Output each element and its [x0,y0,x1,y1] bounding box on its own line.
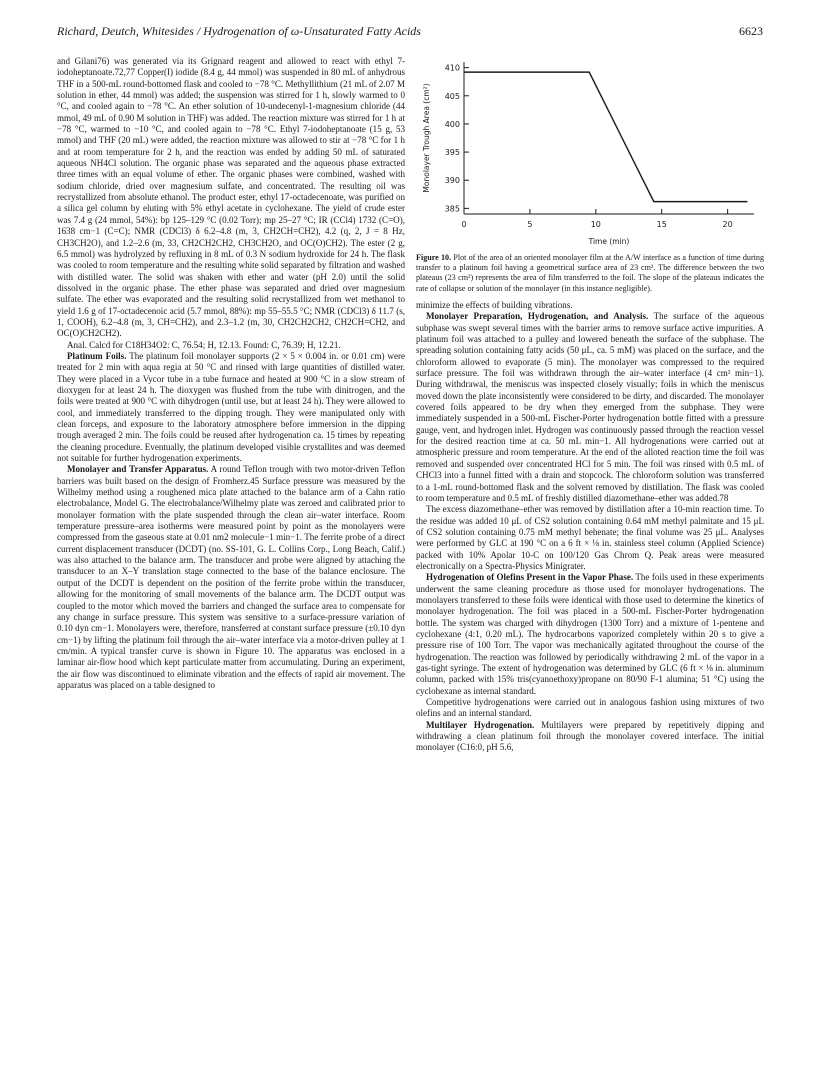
y-tick-label: 390 [444,176,460,186]
synthesis-paragraph: and Gilani76) was generated via its Grignard reagent and allowed to react with ethyl 7-iodoheptanoate.72,77 Copper(I) iodide (8.4 g, 44 mmol) was suspended in 80 mL of anhydrous THF in a 500-mL round-bottomed flask and cooled to −78 °C. Methyllithium (21 mL of 2.07 M solution in ether, 44 mmol) was added; the suspension was stirred for 1 h, slowly warmed to 0 °C, and cooled again to −78 °C. An ether solution of 10-undecenyl-1-magnesium chloride (44 mmol, 49 mL of 0.90 M solution in THF) was added. The reaction mixture was stirred for 1 h at −78 °C, warmed to −10 °C, and cooled again to −78 °C. Ethyl 7-iodoheptanoate (15 g, 53 mmol) and THF (20 mL) were added, the reaction mixture was allowed to stir at −78 °C for 1 h and at room temperature for 2 h, and the reaction was ended by adding 50 mL of saturated aqueous NH4Cl solution. The organic phase was separated and the aqueous phase extracted three times with an equal volume of ether. The organic phases were combined, washed with sodium chloride, dried over magnesium sulfate, and concentrated. The resulting oil was recrystallized from absolute ethanol. The product ester, ethyl 17-octadecenoate, was purified on a silica gel column by eluting with 5% ethyl acetate in cyclohexane. The yield of crude ester was 7.4 g (24 mmol, 54%): bp 125–129 °C (0.02 Torr); mp 25–27 °C; IR (CCl4) 1732 (C=O), 1638 cm−1 (C=C); NMR (CDCl3) δ 6.2–4.8 (m, 3, CH2CH=CH2), 4.2 (q, 2, J = 8 Hz, CH3CH2O), and 1.2–2.6 (m, 33, CH2CH2CH2, CH3CH2O, and OC(O)CH2). The ester (2 g, 6.5 mmol) was hydrolyzed by refluxing in 8 mL of 0.3 N sodium hydroxide for 24 h. The flask was cooled to room temperature and the resulting white solid separated by filtration and washed with distilled water. The solid was shaken with ether and water (pH 2.0) until the solid dissolved in the organic phase. The ether phase was separated and dried over magnesium sulfate. The ether was evaporated and the resulting solid recrystallized from wet methanol to yield 1.6 g of 17-octadecenoic acid (5.7 mmol, 88%): mp 55–55.5 °C; NMR (CDCl3) δ 11.7 (s, 1, COOH), 6.2–4.8 (m, 3, CH=CH2), and 2.3–1.2 (m, 30, CH2CH2CH2, CH2CH=CH2, and OC(O)CH2CH2). [57,56,405,339]
figure-caption-label: Figure 10. [416,253,452,262]
left-column [57,56,405,1056]
platinum-foils-text: The platinum foil monolayer supports (2 × 5 × 0.004 in. or 0.01 cm) were treated for 2 min with aqua regia at 50 °C and rinsed with large quantities of distilled water. They were placed in a Vycor tube in a tube furnace and heated at 900 °C in a slow stream of dioxygen for at least 24 h. The dioxygen was flushed from the tube with dinitrogen, and the foils were treated at 900 °C with dihydrogen (until use, but at least 24 h). They were allowed to cool, and immediately transferred to the dipping trough. They were manipulated only with clean forceps, and exposure to the laboratory atmosphere before immersion in the dipping trough averaged 2 min. The foils could be reused after hydrogenation ca. 15 times by repeating the cleaning procedure. Eventually, the platinum developed visible crystallites and was deemed not suitable for further hydrogenation experiments. [57,350,405,464]
apparatus-heading: Monolayer and Transfer Apparatus. [67,464,209,475]
platinum-foils-paragraph [57,351,405,464]
excess-diazomethane-paragraph: The excess diazomethane–ether was removed by distillation after a 10-min reaction time. To the residue was added 10 μL of CS2 solution containing 0.64 mM methyl palmitate and 15 μL of CS2 solution containing 0.75 mM methyl behenate; the final volume was 25 μL. Analyses were performed by GLC at 190 °C on a 6 ft × ⅛ in. stainless steel column (Applied Science) packed with 10% Apolar 10-C on 100/120 Gas Chrom Q. Peak areas were measured electronically on a Spectra-Physics Minigrater. [416,504,764,571]
preparation-text: The surface of the aqueous subphase was swept several times with the barrier arms to remove surface active impurities. A platinum foil was attached to a pulley and lowered beneath the surface of the subphase. The spreading solution containing fatty acids (50 μL, ca. 5 mM) was placed on the surface, and the chloroform allowed to evaporate (5 min). The monolayer was compressed to the required surface pressure. The foil was withdrawn through the air–water interface (4 cm² min−1). During withdrawal, the meniscus was inspected closely visually; foils in which the meniscus moved down the plate inconsistently were considered to be dirty, and discarded. The monolayer covered foils appeared to be dry when they emerged from the subphase. They were immediately suspended in a 500-mL Fischer-Porter hydrogenation bottle fitted with a pressure gauge, vent, and hydrogen inlet. Hydrogen was continuously passed through the reaction vessel for the desired reaction time at ca. 50 mL min−1. All hydrogenations were carried out at atmospheric pressure and room temperature. At the end of the alloted reaction time the foil was removed and suspended over concentrated HCl for 5 min. The foil was rinsed with 0.5 mL of CHCl3 into a funnel fitted with a drain and stopcock. The chloroform solution was transferred to a 1-mL round-bottomed flask and the solvent removed by distillation. The flask was cooled to room temperature and 0.5 mL of freshly distilled diazomethane–ether was added.78 [416,311,764,503]
preparation-paragraph [416,311,764,504]
analysis-paragraph: Anal. Calcd for C18H34O2: C, 76.54; H, 12.13. Found: C, 76.39; H, 12.21. [67,339,341,350]
x-tick-label: 0 [461,220,467,229]
y-tick-label: 400 [444,119,460,129]
apparatus-text: A round Teflon trough with two motor-driven Teflon barriers was built based on the design of Fromherz.45 Surface pressure was measured by the Wilhelmy method using a roughened mica plate attached to the balance arm of a Cahn ratio electrobalance, Model G. The electrobalance/Wilhelmy plate was zeroed and calibrated prior to monolayer formation with the plate suspended through the clean air–water interface. Room temperature pressure–area isotherms were measured point by point as the monolayers were compressed from the gaseous state at 0.01 nm2 molecule−1 min−1. The ferrite probe of a direct current displacement transducer (DCDT) (no. SS-101, G. L. Collins Corp., Long Beach, Calif.) was also attached to the balance arm. The transducer and probe were aligned by attaching the transducer to an X–Y translation stage connected to the base of the balance enclosure. The output of the DCDT is dependent on the position of the ferrite probe within the transducer, allowing for the monitoring of small movements of the balance arm. The DCDT output was coupled to the motor which moved the barriers and changed the surface area to compensate for any change in surface pressure. This system was sensitive to a surface-pressure variation of 0.10 dyn cm−1. Monolayers were, therefore, transferred at constant surface pressure (±0.10 dyn cm−1) by lifting the platinum foil through the air–water interface via a motor-driven pulley at 1 cm/min. A typical transfer curve is shown in Figure 10. The apparatus was enclosed in a laminar air-flow hood which kept particulate matter from accumulating. During an experiment, the air flow was discontinued to eliminate vibration and the effects of rapid air movement. The apparatus was placed on a table designed to [57,464,405,690]
x-tick-label: 5 [527,220,533,229]
page-number: 6623 [739,24,763,38]
y-tick-label: 395 [444,148,460,158]
preparation-heading: Monolayer Preparation, Hydrogenation, and Analysis. [426,311,649,322]
vibration-paragraph: minimize the effects of building vibrations. [416,300,573,310]
competitive-paragraph: Competitive hydrogenations were carried out in analogous fashion using mixtures of two olefins and an internal standard. [416,697,764,719]
figure-10 [416,52,764,252]
vapor-phase-text: The foils used in these experiments underwent the same cleaning procedure as those used for monolayer hydrogenations. The monolayers transferred to these foils were identical with those used to determine the kinetics of monolayer hydrogenation. The foil was placed in a 500-mL Fischer-Porter hydrogenation bottle. The system was charged with dihydrogen (1300 Torr) and a mixture of 1-pentene and cyclohexane (4:1, 0.20 mL). The hydrocarbons vaporized completely within 20 s to give a pressure rise of 100 Torr. The vapor was mechanically agitated throughout the course of the hydrogenation. The reaction was followed by periodically withdrawing 2 mL of the vapor in a gas-tight syringe. The extent of hydrogenation was determined by GLC (6 ft × ⅛ in. aluminum column, packed with 15% tris(cyanoethoxy)propane on 80/90 F-1 alumina; 51 °C) using the cyclohexane as internal standard. [416,572,764,696]
platinum-foils-heading: Platinum Foils. [67,350,127,361]
multilayer-text: Multilayers were prepared by repetitively dipping and withdrawing a clean platinum foil through the monolayer covered interface. The initial monolayer (C16:0, pH 5.6, [416,719,764,753]
figure-caption [416,253,764,294]
vapor-phase-heading: Hydrogenation of Olefins Present in the Vapor Phase. [426,572,634,583]
y-tick-label: 405 [444,91,460,101]
y-tick-label: 410 [444,63,460,73]
multilayer-heading: Multilayer Hydrogenation. [426,719,535,730]
series-line [464,72,747,201]
x-tick-label: 15 [656,220,667,229]
trough-area-chart [416,52,764,252]
x-axis-label: Time (min) [588,237,630,246]
x-tick-label: 20 [722,220,733,229]
x-tick-label: 10 [590,220,601,229]
running-head-title: Richard, Deutch, Whitesides / Hydrogenation of ω-Unsaturated Fatty Acids [57,24,421,38]
right-column [416,300,764,1052]
apparatus-paragraph [57,464,405,691]
figure-caption-text: Plot of the area of an oriented monolayer film at the A/W interface as a function of time during transfer to a platinum foil having a geometrical surface area of 23 cm². The difference between the two plateaus (23 cm²) represents the area of film transferred to the foil. The slope of the plateaus indicates the rate of collapse or solution of the monolayer (in this instance negligible). [416,253,764,293]
vapor-phase-paragraph [416,572,764,697]
y-axis-label: Monolayer Trough Area (cm²) [422,83,431,193]
running-head [57,24,763,42]
multilayer-paragraph [416,720,764,754]
y-tick-label: 385 [444,204,460,214]
